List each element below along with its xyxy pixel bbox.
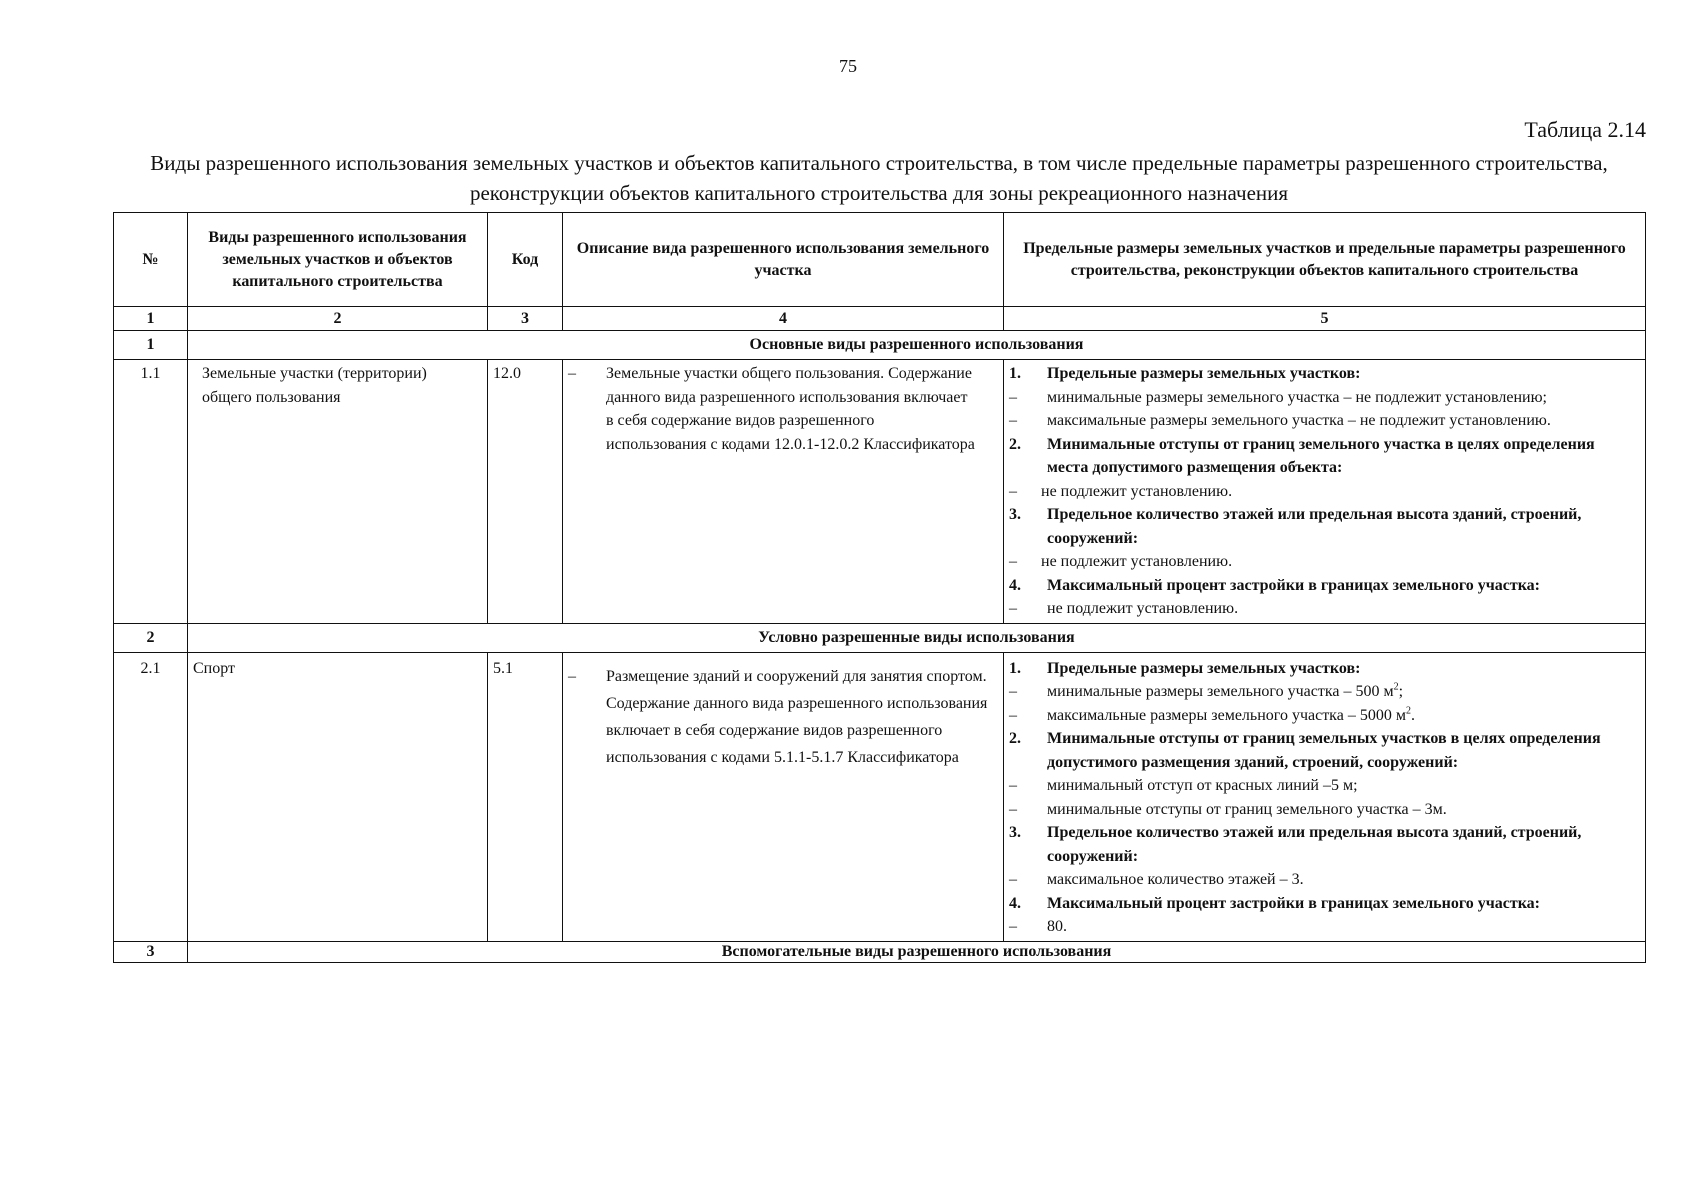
param-item: – максимальные размеры земельного участка – 5000 $м^2$. <box>1009 705 1415 724</box>
param-item: – максимальное количество этажей – 3. <box>1009 871 1304 888</box>
param-item: – минимальный отступ от красных линий –5 м; <box>1009 777 1358 794</box>
description-text: Размещение зданий и сооружений для занятия спортом. Содержание данного вида разрешенного использования включает в себя содержание видов разрешенного использования с кодами 5.1.1-5.1.7 Классификатора <box>606 667 988 766</box>
row-num: 2.1 <box>114 652 188 941</box>
param-heading: 2. Минимальные отступы от границ земельного участка в целях определения места допустимого размещения объекта: <box>1009 435 1595 476</box>
row-code: 12.0 <box>488 360 563 624</box>
param-item: – не подлежит установлению. <box>1009 482 1233 500</box>
param-item: – минимальные отступы от границ земельного участка – 3м. <box>1009 800 1447 818</box>
header-description: Описание вида разрешенного использования земельного участка <box>563 213 1004 307</box>
column-number: 4 <box>563 307 1004 331</box>
row-name: Земельные участки (территории) общего пользования <box>188 360 488 624</box>
section-num: 1 <box>114 331 188 360</box>
row-params <box>1004 652 1646 941</box>
header-types: Виды разрешенного использования земельных участков и объектов капитального строительства <box>188 213 488 307</box>
row-description <box>563 360 1004 624</box>
row-num: 1.1 <box>114 360 188 624</box>
page-number: 75 <box>839 56 857 76</box>
param-heading: 2. Минимальные отступы от границ земельных участков в целях определения допустимого размещения зданий, строений, сооружений: <box>1009 730 1601 771</box>
param-item: – 80. <box>1009 918 1067 935</box>
regulations-table <box>113 212 1646 963</box>
param-heading: 4. Максимальный процент застройки в границах земельного участка: <box>1009 894 1540 912</box>
section-num: 2 <box>114 623 188 652</box>
column-number: 5 <box>1004 307 1646 331</box>
param-heading: 1. Предельные размеры земельных участков: <box>1009 365 1361 382</box>
description-text: Земельные участки общего пользования. Содержание данного вида разрешенного использования включает в себя содержание видов разрешенного использования с кодами 12.0.1-12.0.2 Классификатора <box>606 365 975 453</box>
param-item: – минимальные размеры земельного участка – не подлежит установлению; <box>1009 388 1547 406</box>
dash-marker: – <box>568 365 576 382</box>
param-item: – максимальные размеры земельного участка – не подлежит установлению. <box>1009 412 1551 429</box>
row-params <box>1004 360 1646 624</box>
param-item: – минимальные размеры земельного участка – 500 $м^2$; <box>1009 681 1404 700</box>
table-label: Таблица 2.14 <box>1524 117 1646 142</box>
header-num: № <box>114 213 188 307</box>
param-item: – не подлежит установлению. <box>1009 600 1239 617</box>
row-name: Спорт <box>188 652 488 941</box>
section-row-auxiliary <box>114 941 1646 962</box>
param-item: – не подлежит установлению. <box>1009 553 1233 570</box>
column-number-row <box>114 307 1646 331</box>
section-row-conditional <box>114 623 1646 652</box>
section-title: Условно разрешенные виды использования <box>188 623 1646 652</box>
header-params: Предельные размеры земельных участков и предельные параметры разрешенного строительства, реконструкции объектов капитального строительства <box>1004 213 1646 307</box>
section-title: Основные виды разрешенного использования <box>188 331 1646 360</box>
section-title: Вспомогательные виды разрешенного использования <box>188 941 1646 962</box>
header-code: Код <box>488 213 563 307</box>
row-code: 5.1 <box>488 652 563 941</box>
table-title: Виды разрешенного использования земельных участков и объектов капитального строительства, в том числе предельные параметры разрешенного строительства, реконструкции объектов капитального строительства для зоны рекреационного назначения <box>150 151 1608 205</box>
param-heading: 3. Предельное количество этажей или предельная высота зданий, строений, сооружений: <box>1009 824 1582 865</box>
section-row-main <box>114 331 1646 360</box>
list-item <box>568 655 998 771</box>
column-number: 2 <box>188 307 488 331</box>
list-item <box>568 362 998 456</box>
table-row <box>114 652 1646 941</box>
header-row <box>114 213 1646 307</box>
table-row <box>114 360 1646 624</box>
row-description <box>563 652 1004 941</box>
param-heading: 4. Максимальный процент застройки в границах земельного участка: <box>1009 576 1540 594</box>
param-heading: 1. Предельные размеры земельных участков: <box>1009 659 1361 677</box>
param-heading: 3. Предельное количество этажей или предельная высота зданий, строений, сооружений: <box>1009 506 1582 547</box>
dash-marker: – <box>568 667 576 685</box>
column-number: 3 <box>488 307 563 331</box>
column-number: 1 <box>114 307 188 331</box>
section-num: 3 <box>114 941 188 962</box>
